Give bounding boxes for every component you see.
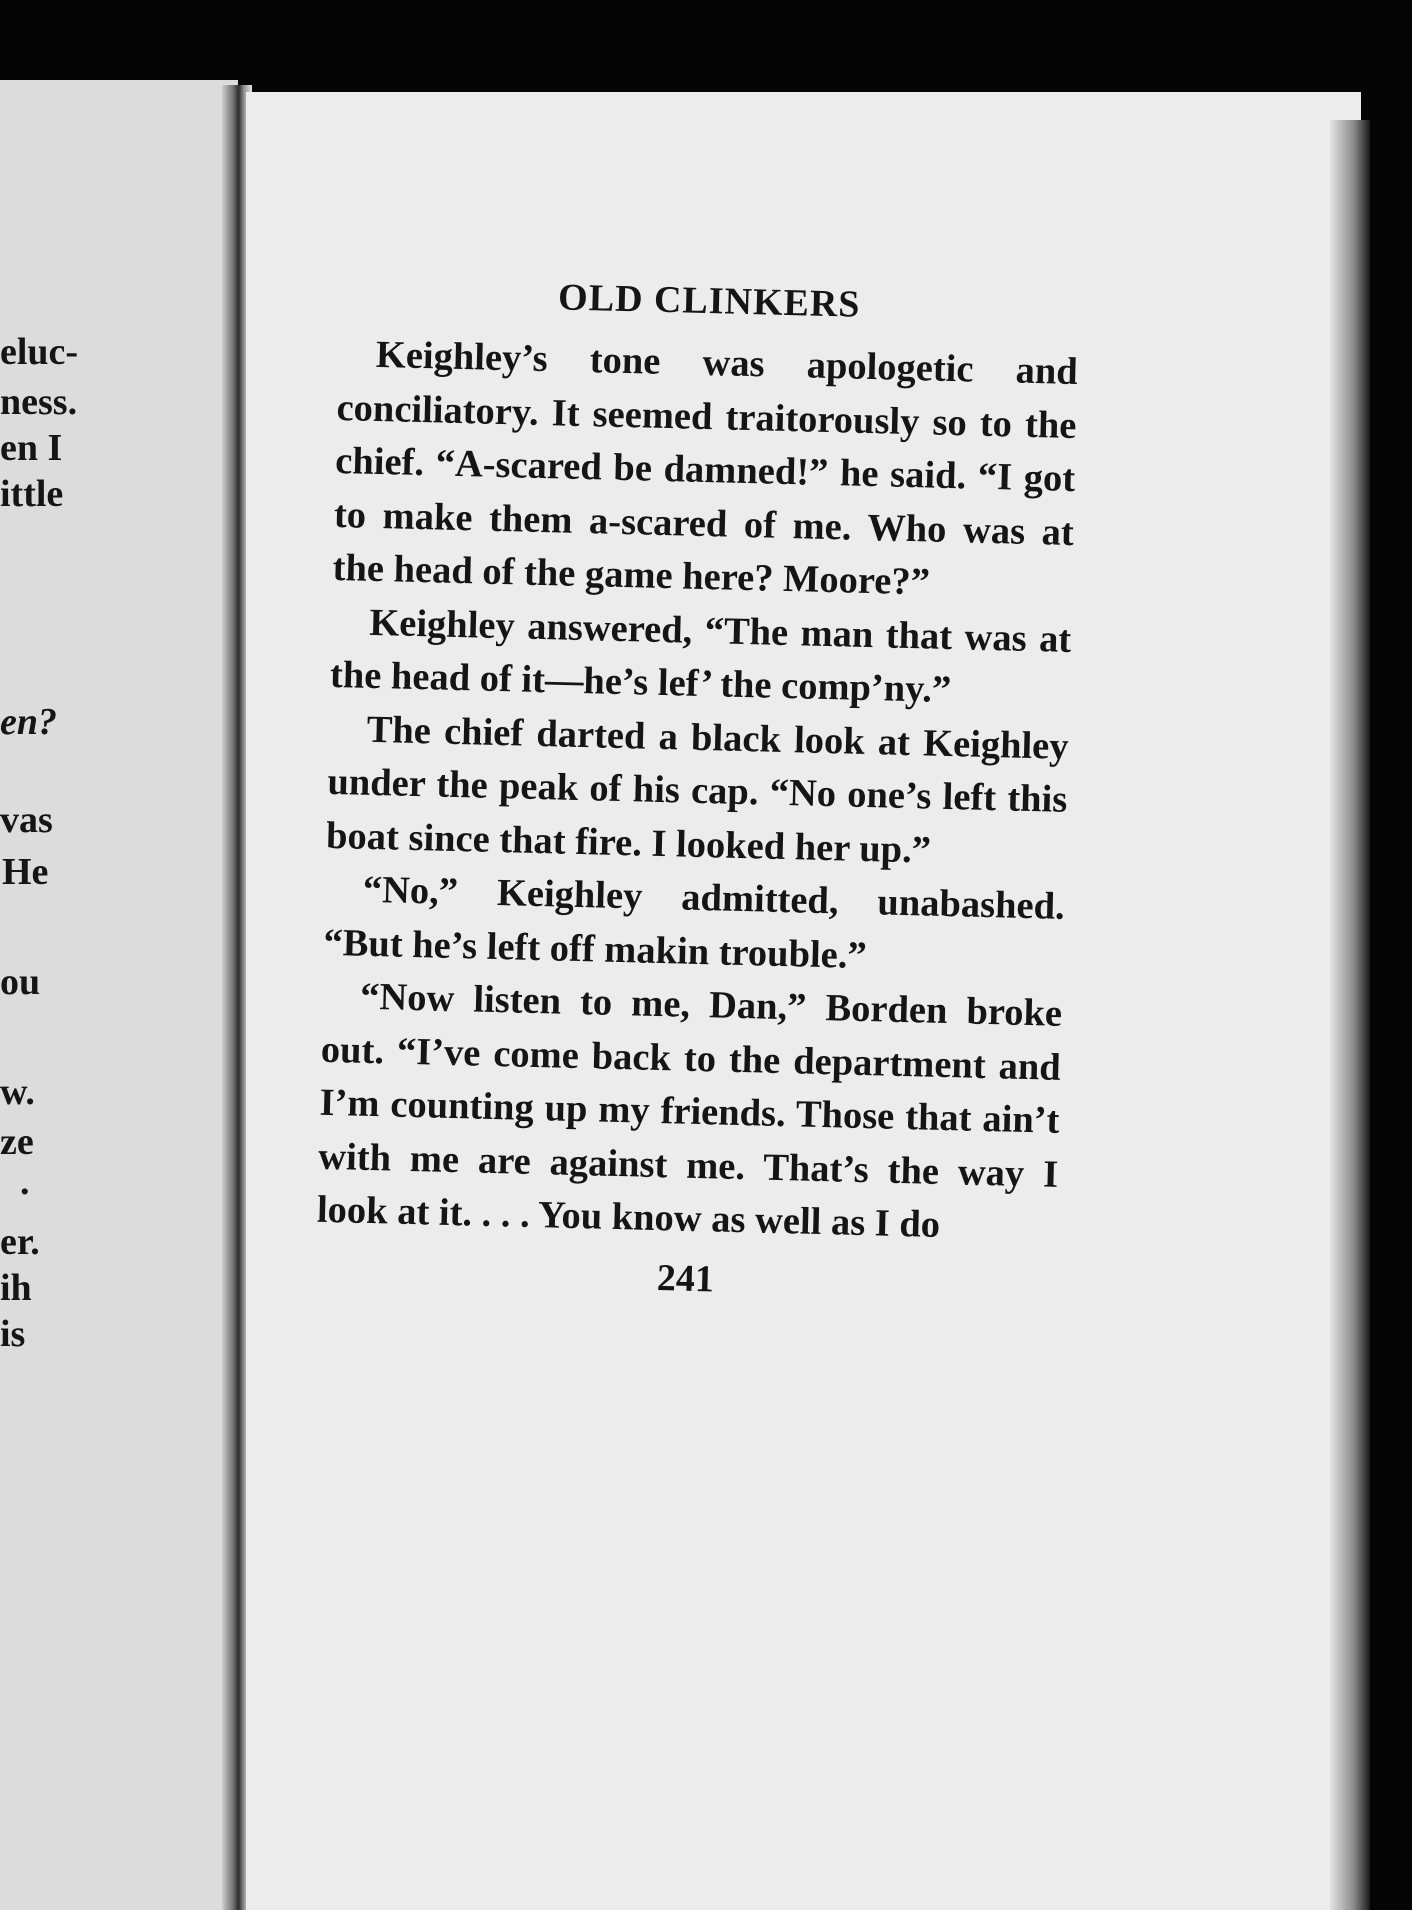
running-head: OLD CLINKERS: [557, 276, 861, 326]
left-page-fragment: ittle: [0, 473, 64, 515]
left-page: [0, 80, 238, 1910]
page-number: 241: [656, 1256, 715, 1300]
page-text-block: [315, 270, 1080, 1309]
left-page-fragment: vas: [0, 799, 53, 841]
page-edge-shadow: [1330, 120, 1370, 1910]
left-page-fragment: ih: [0, 1267, 32, 1309]
left-page-fragment: en?: [0, 701, 57, 743]
paragraph: Keighley’s tone was apologetic and conciliatory. It seemed traitorously so to the chief. “A-scared be damned!” he said. “I got to make them a-scared of me. Who was at the head of the game here? Moore?”: [332, 333, 1079, 604]
paragraph: The chief darted a black look at Keighley under the peak of his cap. “No one’s left this boat since that fire. I looked her up.”: [325, 708, 1070, 872]
left-page-fragment: is: [0, 1313, 26, 1355]
left-page-fragment: ness.: [0, 381, 78, 423]
paragraph: Keighley answered, “The man that was at the head of it—he’s lef’ the comp’ny.”: [329, 601, 1072, 712]
left-page-fragment: ze: [0, 1121, 34, 1163]
left-page-fragment: w.: [0, 1071, 35, 1113]
paragraph: “Now listen to me, Dan,” Borden broke out. “I’ve come back to the department and I’m counting up my friends. Those that ain’t with me are against me. That’s the way I look at it. . . . You know as well as I do: [316, 975, 1063, 1246]
paragraph: “No,” Keighley admitted, unabashed. “But he’s left off makin trouble.”: [323, 868, 1066, 977]
left-page-fragment: ou: [0, 961, 41, 1003]
left-page-fragment: He: [2, 851, 49, 893]
left-page-fragment: eluc-: [0, 331, 79, 373]
left-page-fragment: en I: [0, 427, 63, 469]
left-page-fragment: er.: [0, 1221, 40, 1263]
left-page-fragment: .: [20, 1161, 30, 1203]
